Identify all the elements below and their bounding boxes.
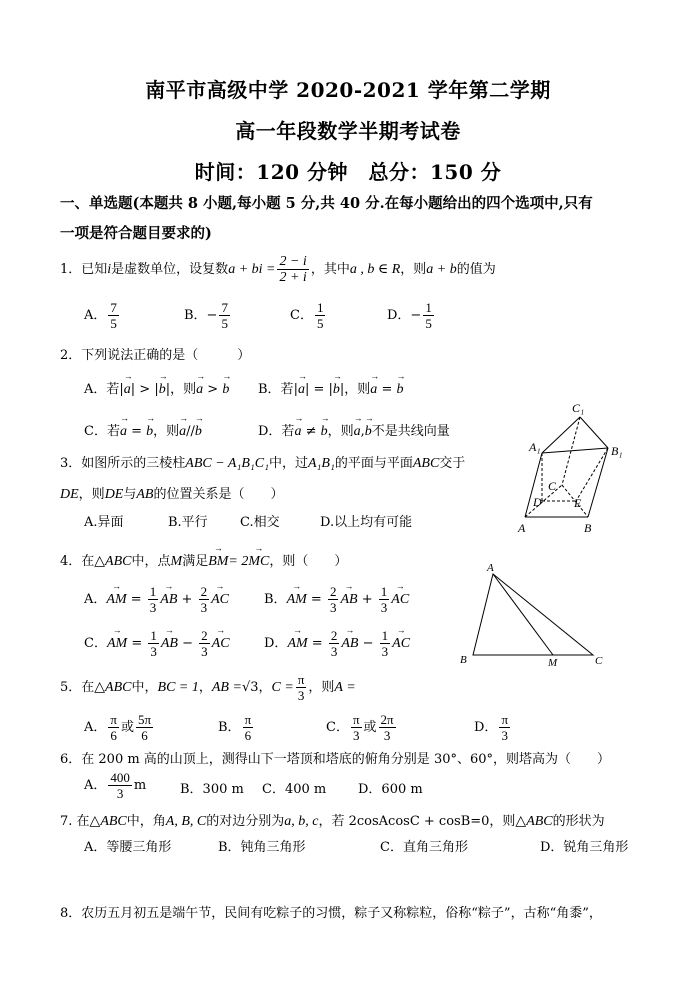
q1-option-a: A． $\frac{7}{5}$ (84, 300, 117, 331)
question-6-stem: 6．在 200 m 高的山顶上，测得山下一塔顶和塔底的俯角分别是 30°、60°，则塔高为（ ） (60, 752, 611, 767)
q6-option-c: C．400 m (262, 782, 327, 797)
q3-option-c: C.相交 (240, 515, 280, 530)
q7-option-a: A．等腰三角形 (84, 840, 172, 855)
question-1-stem: 1．已知i是虚数单位，设复数a + bi = $\frac{2 - i}{2 + i}$ ，其中a , b ∈ R，则a + b的值为 (60, 254, 496, 285)
q1-option-b: B．− $\frac{7}{5}$ (184, 300, 228, 331)
q4-option-d: D．→ AM = $\frac{2}{3}$ → AB − $\frac{1}{3}$ → AC (264, 628, 410, 659)
question-7-stem: 7. 在△ABC中，角A, B, C的对边分别为a, b, c，若 2cosAcosC + cosB=0，则△ABC的形状为 (60, 814, 605, 829)
question-3-stem-cont: DE，则DE与AB的位置关系是（ ） (60, 487, 284, 502)
svg-text:M: M (548, 657, 558, 669)
question-5-stem: 5．在△ABC中，BC = 1，AB =√3，C = $\frac{\pi}{3}$ ，则A = (60, 672, 356, 703)
q5-option-c: C． $\frac{\pi}{3}$ 或 $\frac{2\pi}{3}$ (326, 712, 394, 743)
exam-title: 南平市高级中学 2020-2021 学年第二学期 (145, 78, 551, 102)
q5-option-a: A． $\frac{\pi}{6}$ 或 $\frac{5\pi}{6}$ (84, 712, 152, 743)
svg-text:A₁: A₁ (529, 440, 541, 454)
svg-text:E: E (574, 496, 582, 510)
q3-option-d: D.以上均有可能 (320, 515, 413, 530)
triangle-figure (455, 560, 615, 670)
svg-text:B₁: B₁ (611, 444, 623, 458)
q4-option-c: C．→ AM = $\frac{1}{3}$ → AB − $\frac{2}{3}$ → AC (84, 628, 230, 659)
q5-option-b: B． $\frac{\pi}{6}$ (218, 712, 252, 743)
q2-option-c: C．若→ a = → b，则→ a//→ b (84, 420, 202, 440)
q1-fraction: $\frac{2 - i}{2 + i}$ (279, 254, 307, 285)
q2-option-a: A．若|→ a| > |→ b|，则→ a > → b (84, 378, 229, 398)
q6-option-a: A． $\frac{400}{3}$ m (84, 770, 147, 801)
section-title-cont: 一项是符合题目要求的) (60, 225, 212, 242)
question-2-stem: 2．下列说法正确的是（ ） (60, 348, 251, 363)
q5-option-d: D． $\frac{\pi}{3}$ (474, 712, 509, 743)
svg-text:A: A (518, 521, 526, 535)
q3-option-a: A.异面 (84, 515, 124, 530)
svg-text:B: B (584, 521, 592, 535)
q6-option-d: D．600 m (358, 782, 423, 797)
q1-option-d: D．− $\frac{1}{5}$ (387, 300, 432, 331)
exam-subtitle: 高一年段数学半期考试卷 (235, 119, 461, 143)
question-8-stem: 8．农历五月初五是端午节，民间有吃粽子的习惯，粽子又称粽粒，俗称“粽子”，古称“角黍”， (60, 906, 602, 921)
svg-text:B: B (460, 654, 467, 666)
prism-figure (500, 395, 640, 545)
q2-option-b: B．若|→ a| = |→ b|，则→ a = → b (258, 378, 403, 398)
q4-option-b: B．→ AM = $\frac{2}{3}$ → AB + $\frac{1}{3}$ → AC (264, 584, 409, 615)
svg-text:C: C (595, 655, 603, 667)
q1-option-c: C． $\frac{1}{5}$ (290, 300, 324, 331)
exam-time-score: 时间：120 分钟 总分：150 分 (194, 160, 502, 184)
section-title: 一、单选题(本题共 8 小题,每小题 5 分,共 40 分.在每小题给出的四个选项中,只有 (60, 195, 593, 212)
question-3-stem: 3．如图所示的三棱柱ABC − A₁B₁C₁中，过A₁B₁的平面与平面ABC交于 (60, 456, 466, 471)
svg-text:C₁: C₁ (572, 401, 585, 415)
svg-text:A: A (487, 562, 494, 574)
q3-option-b: B.平行 (168, 515, 208, 530)
svg-text:C: C (548, 479, 557, 493)
svg-text:D: D (533, 495, 542, 509)
q2-option-d: D．若→ a ≠ → b，则→ a,→ b不是共线向量 (258, 420, 450, 440)
q7-option-b: B．钝角三角形 (218, 840, 306, 855)
q4-option-a: A．→ AM = $\frac{1}{3}$ → AB + $\frac{2}{3}$ → AC (84, 584, 229, 615)
q7-option-d: D．锐角三角形 (540, 840, 629, 855)
q6-option-b: B．300 m (180, 782, 244, 797)
question-4-stem: 4．在△ABC中，点M满足→ BM= 2→ MC，则（ ） (60, 550, 347, 570)
q7-option-c: C．直角三角形 (380, 840, 468, 855)
